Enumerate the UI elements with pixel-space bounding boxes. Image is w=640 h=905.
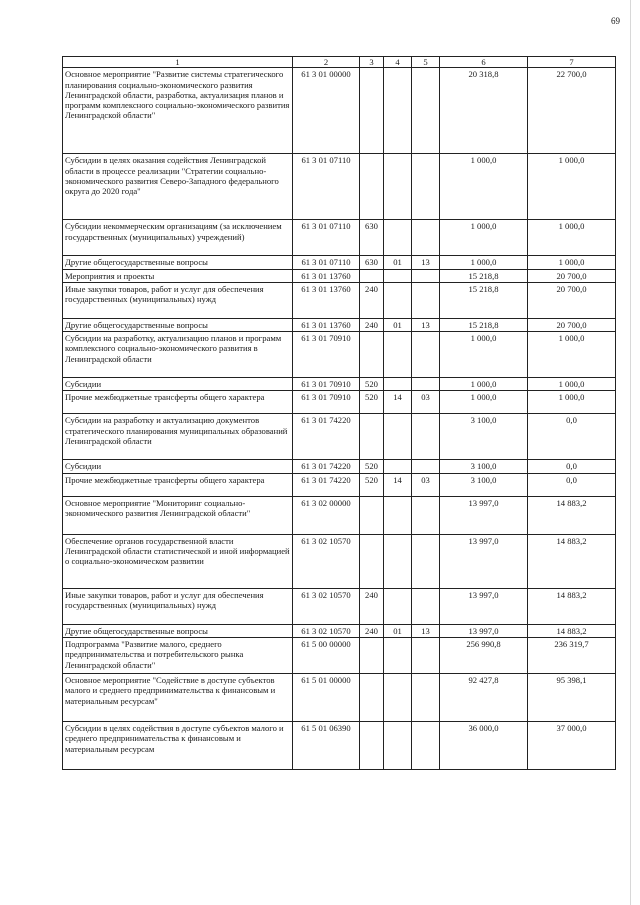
row-section (384, 496, 412, 534)
row-expense-type (360, 722, 384, 770)
row-description: Прочие межбюджетные трансферты общего характера (63, 391, 293, 414)
row-description: Иные закупки товаров, работ и услуг для обеспечения государственных (муниципальных) нужд (63, 588, 293, 624)
scan-edge (630, 0, 631, 905)
budget-table (62, 56, 616, 770)
row-subsection (412, 68, 440, 154)
row-description: Субсидии (63, 378, 293, 391)
row-section (384, 68, 412, 154)
row-description: Основное мероприятие "Развитие системы стратегического планирования социально-экономического развития Ленинградской области, разработка, актуализация планов и программ комплексного социально-экономического развития Ленинградской области" (63, 68, 293, 154)
row-expense-type: 630 (360, 220, 384, 256)
row-description: Субсидии в целях содействия в доступе субъектов малого и среднего предпринимательства к финансовым и материальным ресурсам (63, 722, 293, 770)
row-section (384, 282, 412, 318)
header-cell: 4 (384, 57, 412, 68)
row-description: Другие общегосударственные вопросы (63, 624, 293, 637)
row-section (384, 269, 412, 282)
row-description: Прочие межбюджетные трансферты общего характера (63, 473, 293, 496)
row-expense-type: 630 (360, 256, 384, 269)
row-amount-year2: 0,0 (528, 460, 616, 473)
row-expense-type (360, 68, 384, 154)
row-subsection: 13 (412, 624, 440, 637)
row-subsection (412, 282, 440, 318)
table-row (63, 534, 616, 588)
row-amount-year2: 20 700,0 (528, 318, 616, 331)
row-amount-year1: 3 100,0 (440, 473, 528, 496)
row-code: 61 3 01 07110 (293, 154, 360, 220)
row-amount-year1: 13 997,0 (440, 534, 528, 588)
row-subsection (412, 638, 440, 674)
row-amount-year2: 14 883,2 (528, 534, 616, 588)
row-expense-type: 240 (360, 282, 384, 318)
row-code: 61 5 01 06390 (293, 722, 360, 770)
row-subsection: 03 (412, 473, 440, 496)
row-description: Субсидии на разработку и актуализацию документов стратегического планирования муниципальных образований Ленинградской области (63, 414, 293, 460)
row-subsection (412, 534, 440, 588)
row-subsection (412, 496, 440, 534)
row-amount-year1: 1 000,0 (440, 256, 528, 269)
row-section (384, 534, 412, 588)
table-row (63, 318, 616, 331)
table-row (63, 68, 616, 154)
row-code: 61 3 01 13760 (293, 269, 360, 282)
row-subsection (412, 460, 440, 473)
row-amount-year2: 14 883,2 (528, 624, 616, 637)
row-description: Мероприятия и проекты (63, 269, 293, 282)
row-amount-year2: 236 319,7 (528, 638, 616, 674)
row-section (384, 378, 412, 391)
row-section (384, 722, 412, 770)
row-expense-type (360, 269, 384, 282)
table-row (63, 624, 616, 637)
row-subsection (412, 332, 440, 378)
row-subsection (412, 154, 440, 220)
row-section: 14 (384, 391, 412, 414)
row-expense-type: 520 (360, 391, 384, 414)
row-description: Субсидии в целях оказания содействия Ленинградской области в процессе реализации "Стратегии социально-экономического развития Северо-Западного федерального округа до 2020 года" (63, 154, 293, 220)
row-subsection (412, 220, 440, 256)
row-subsection (412, 588, 440, 624)
row-code: 61 3 01 70910 (293, 378, 360, 391)
row-code: 61 5 01 00000 (293, 674, 360, 722)
header-cell: 5 (412, 57, 440, 68)
row-section (384, 154, 412, 220)
row-section: 01 (384, 256, 412, 269)
row-subsection (412, 674, 440, 722)
row-subsection (412, 378, 440, 391)
row-amount-year2: 14 883,2 (528, 588, 616, 624)
row-subsection: 13 (412, 318, 440, 331)
row-amount-year2: 1 000,0 (528, 378, 616, 391)
row-code: 61 3 01 13760 (293, 318, 360, 331)
row-description: Субсидии некоммерческим организациям (за исключением государственных (муниципальных) учреждений) (63, 220, 293, 256)
table-row (63, 460, 616, 473)
table-row (63, 332, 616, 378)
header-cell: 2 (293, 57, 360, 68)
header-cell: 3 (360, 57, 384, 68)
row-expense-type: 520 (360, 473, 384, 496)
row-code: 61 3 02 10570 (293, 624, 360, 637)
header-cell: 7 (528, 57, 616, 68)
row-amount-year1: 15 218,8 (440, 269, 528, 282)
row-section (384, 332, 412, 378)
table-row (63, 722, 616, 770)
row-code: 61 3 02 00000 (293, 496, 360, 534)
row-amount-year1: 15 218,8 (440, 282, 528, 318)
row-amount-year2: 1 000,0 (528, 391, 616, 414)
row-expense-type: 240 (360, 624, 384, 637)
row-subsection (412, 414, 440, 460)
row-expense-type: 520 (360, 460, 384, 473)
row-code: 61 3 01 70910 (293, 391, 360, 414)
row-amount-year1: 1 000,0 (440, 391, 528, 414)
row-section: 01 (384, 318, 412, 331)
header-cell: 1 (63, 57, 293, 68)
row-subsection: 03 (412, 391, 440, 414)
row-description: Субсидии (63, 460, 293, 473)
table-row (63, 638, 616, 674)
row-expense-type (360, 154, 384, 220)
row-subsection: 13 (412, 256, 440, 269)
page-number: 69 (611, 16, 620, 26)
row-code: 61 3 01 07110 (293, 256, 360, 269)
row-code: 61 5 00 00000 (293, 638, 360, 674)
row-amount-year1: 256 990,8 (440, 638, 528, 674)
table-row (63, 588, 616, 624)
row-code: 61 3 02 10570 (293, 588, 360, 624)
row-description: Другие общегосударственные вопросы (63, 256, 293, 269)
row-amount-year2: 20 700,0 (528, 269, 616, 282)
row-amount-year1: 3 100,0 (440, 460, 528, 473)
row-amount-year1: 20 318,8 (440, 68, 528, 154)
row-amount-year2: 20 700,0 (528, 282, 616, 318)
table-row (63, 391, 616, 414)
row-amount-year1: 36 000,0 (440, 722, 528, 770)
row-amount-year2: 1 000,0 (528, 256, 616, 269)
row-description: Субсидии на разработку, актуализацию планов и программ комплексного социально-экономического развития в Ленинградской области (63, 332, 293, 378)
row-code: 61 3 01 74220 (293, 414, 360, 460)
row-section (384, 460, 412, 473)
table-row (63, 414, 616, 460)
row-amount-year2: 0,0 (528, 414, 616, 460)
header-row (63, 57, 616, 68)
row-expense-type (360, 534, 384, 588)
table-row (63, 674, 616, 722)
row-amount-year1: 13 997,0 (440, 588, 528, 624)
row-code: 61 3 01 70910 (293, 332, 360, 378)
row-code: 61 3 01 13760 (293, 282, 360, 318)
row-amount-year1: 13 997,0 (440, 496, 528, 534)
row-code: 61 3 01 74220 (293, 473, 360, 496)
row-description: Обеспечение органов государственной власти Ленинградской области статистической и иной информацией о социально-экономическом развитии (63, 534, 293, 588)
row-amount-year1: 1 000,0 (440, 378, 528, 391)
row-subsection (412, 722, 440, 770)
row-code: 61 3 01 00000 (293, 68, 360, 154)
row-section: 14 (384, 473, 412, 496)
row-amount-year1: 92 427,8 (440, 674, 528, 722)
row-code: 61 3 01 74220 (293, 460, 360, 473)
row-amount-year2: 22 700,0 (528, 68, 616, 154)
row-amount-year2: 1 000,0 (528, 154, 616, 220)
row-section: 01 (384, 624, 412, 637)
row-amount-year1: 1 000,0 (440, 332, 528, 378)
row-section (384, 588, 412, 624)
row-amount-year1: 1 000,0 (440, 220, 528, 256)
table-row (63, 496, 616, 534)
row-amount-year1: 3 100,0 (440, 414, 528, 460)
row-description: Другие общегосударственные вопросы (63, 318, 293, 331)
row-description: Основное мероприятие "Содействие в доступе субъектов малого и среднего предпринимательства к финансовым и материальным ресурсам" (63, 674, 293, 722)
table-row (63, 269, 616, 282)
table-row (63, 378, 616, 391)
row-expense-type (360, 414, 384, 460)
table-row (63, 473, 616, 496)
row-expense-type: 240 (360, 588, 384, 624)
table-row (63, 282, 616, 318)
row-section (384, 674, 412, 722)
row-expense-type: 240 (360, 318, 384, 331)
row-amount-year1: 15 218,8 (440, 318, 528, 331)
row-amount-year2: 0,0 (528, 473, 616, 496)
row-expense-type (360, 332, 384, 378)
row-code: 61 3 02 10570 (293, 534, 360, 588)
row-description: Подпрограмма "Развитие малого, среднего предпринимательства и потребительского рынка Ленинградской области" (63, 638, 293, 674)
row-expense-type (360, 638, 384, 674)
row-amount-year1: 1 000,0 (440, 154, 528, 220)
row-amount-year2: 1 000,0 (528, 220, 616, 256)
header-cell: 6 (440, 57, 528, 68)
row-amount-year2: 14 883,2 (528, 496, 616, 534)
row-section (384, 220, 412, 256)
table-row (63, 220, 616, 256)
row-expense-type: 520 (360, 378, 384, 391)
row-amount-year2: 1 000,0 (528, 332, 616, 378)
row-expense-type (360, 674, 384, 722)
row-amount-year1: 13 997,0 (440, 624, 528, 637)
row-code: 61 3 01 07110 (293, 220, 360, 256)
row-section (384, 414, 412, 460)
row-amount-year2: 37 000,0 (528, 722, 616, 770)
row-description: Основное мероприятие "Мониторинг социально-экономического развития Ленинградской области" (63, 496, 293, 534)
row-section (384, 638, 412, 674)
table-row (63, 154, 616, 220)
row-amount-year2: 95 398,1 (528, 674, 616, 722)
row-subsection (412, 269, 440, 282)
table-row (63, 256, 616, 269)
row-description: Иные закупки товаров, работ и услуг для обеспечения государственных (муниципальных) нужд (63, 282, 293, 318)
row-expense-type (360, 496, 384, 534)
